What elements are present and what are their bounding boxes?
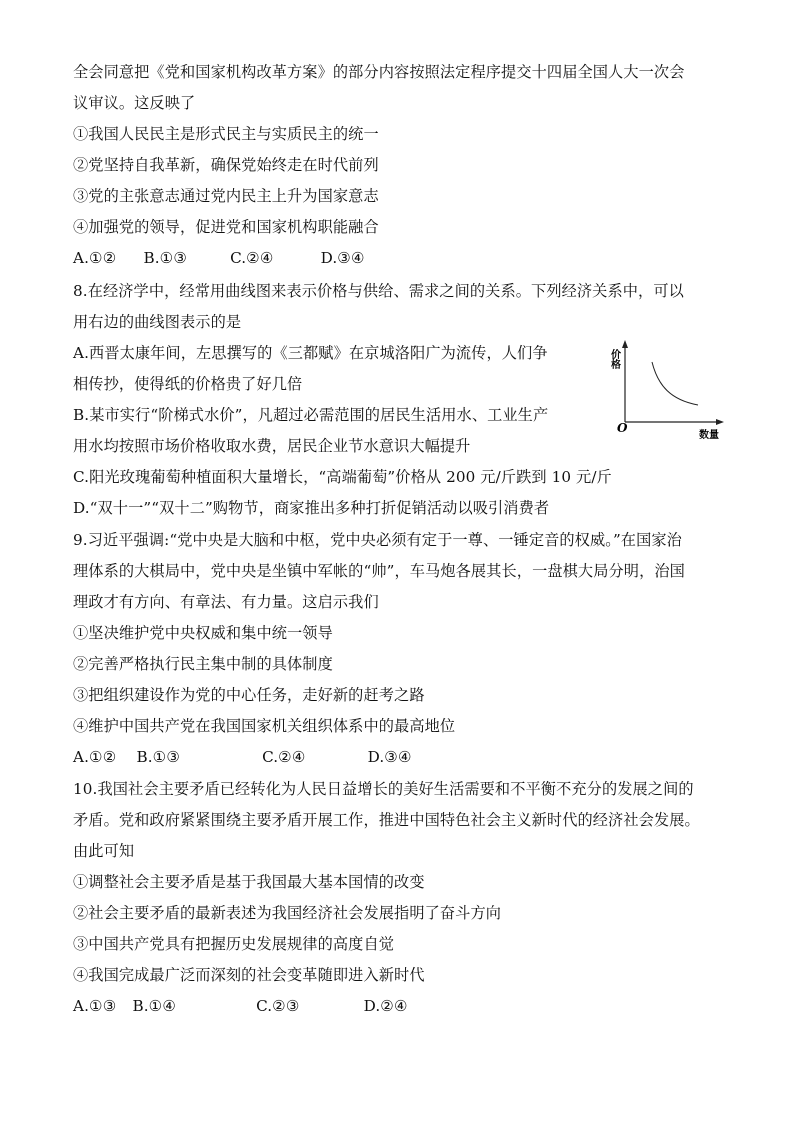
q9-item-2: ②完善严格执行民主集中制的具体制度 [73,655,333,673]
x-axis-label: 数量 [699,430,719,441]
x-axis-arrow [716,419,724,425]
q7-option-d[interactable]: D.③④ [320,249,365,267]
q7-item-3: ③党的主张意志通过党内民主上升为国家意志 [73,187,379,205]
q8-option-a-line-1[interactable]: A.西晋太康年间，左思撰写的《三都赋》在京城洛阳广为流传，人们争 [73,344,548,362]
q9-item-4: ④维护中国共产党在我国国家机关组织体系中的最高地位 [73,717,456,735]
q10-stem-line-1: 10.我国社会主要矛盾已经转化为人民日益增长的美好生活需要和不平衡不充分的发展之间的 [73,780,694,798]
q10-stem-line-3: 由此可知 [73,842,135,860]
q8-stem-line-1: 8.在经济学中，经常用曲线图来表示价格与供给、需求之间的关系。下列经济关系中，可以 [73,282,684,300]
q9-stem-line-1: 9.习近平强调:“党中央是大脑和中枢，党中央必须有定于一尊、一锤定音的权威。”在国家治 [73,531,682,549]
q7-option-b[interactable]: B.①③ [143,249,188,267]
origin-label: O [617,421,628,435]
q7-options [73,248,365,268]
q9-item-3: ③把组织建设作为党的中心任务，走好新的赶考之路 [73,686,425,704]
q7-item-2: ②党坚持自我革新，确保党始终走在时代前列 [73,156,379,174]
q9-stem-line-3: 理政才有方向、有章法、有力量。这启示我们 [73,593,379,611]
q10-item-4: ④我国完成最广泛而深刻的社会变革随即进入新时代 [73,966,425,984]
q7-item-4: ④加强党的领导，促进党和国家机构职能融合 [73,218,379,236]
q7-stem-line-2: 议审议。这反映了 [73,94,196,112]
q10-option-b[interactable]: B.①④ [132,997,177,1015]
q9-options [73,747,412,767]
demand-curve [652,362,698,405]
y-axis-label-char-1: 价 [611,350,621,361]
q9-option-d[interactable]: D.③④ [367,748,412,766]
q10-options [73,996,408,1016]
q8-option-d[interactable]: D.“双十一”“双十二”购物节，商家推出多种打折促销活动以吸引消费者 [73,499,550,517]
q9-stem-line-2: 理体系的大棋局中，党中央是坐镇中军帐的“帅”，车马炮各展其长，一盘棋大局分明，治国 [73,562,685,580]
q8-stem-line-2: 用右边的曲线图表示的是 [73,313,242,331]
q10-item-2: ②社会主要矛盾的最新表述为我国经济社会发展指明了奋斗方向 [73,904,502,922]
q7-stem-line-1: 全会同意把《党和国家机构改革方案》的部分内容按照法定程序提交十四届全国人大一次会 [73,63,685,81]
q8-option-b-line-2: 用水均按照市场价格收取水费，居民企业节水意识大幅提升 [73,437,471,455]
q9-option-c[interactable]: C.②④ [262,748,306,766]
q10-item-1: ①调整社会主要矛盾是基于我国最大基本国情的改变 [73,873,425,891]
q10-stem-line-2: 矛盾。党和政府紧紧围绕主要矛盾开展工作，推进中国特色社会主义新时代的经济社会发展。 [73,811,700,829]
y-axis-arrow [622,340,628,348]
q9-option-a[interactable]: A.①② [73,748,117,766]
price-quantity-graph [606,336,726,446]
q10-item-3: ③中国共产党具有把握历史发展规律的高度自觉 [73,935,395,953]
q8-option-a-line-2: 相传抄，使得纸的价格贵了好几倍 [73,375,303,393]
q10-option-c[interactable]: C.②③ [256,997,300,1015]
y-axis-label-char-2: 格 [611,360,621,371]
q7-option-c[interactable]: C.②④ [230,249,274,267]
q9-option-b[interactable]: B.①③ [136,748,181,766]
q7-item-1: ①我国人民民主是形式民主与实质民主的统一 [73,125,379,143]
q7-option-a[interactable]: A.①② [73,249,117,267]
q10-option-a[interactable]: A.①③ [73,997,117,1015]
q10-option-d[interactable]: D.②④ [363,997,408,1015]
q9-item-1: ①坚决维护党中央权威和集中统一领导 [73,624,333,642]
q8-option-b-line-1[interactable]: B.某市实行“阶梯式水价”，凡超过必需范围的居民生活用水、工业生产 [73,406,549,424]
q8-option-c[interactable]: C.阳光玫瑰葡萄种植面积大量增长，“高端葡萄”价格从 200 元/斤跌到 10 元/斤 [73,468,612,486]
